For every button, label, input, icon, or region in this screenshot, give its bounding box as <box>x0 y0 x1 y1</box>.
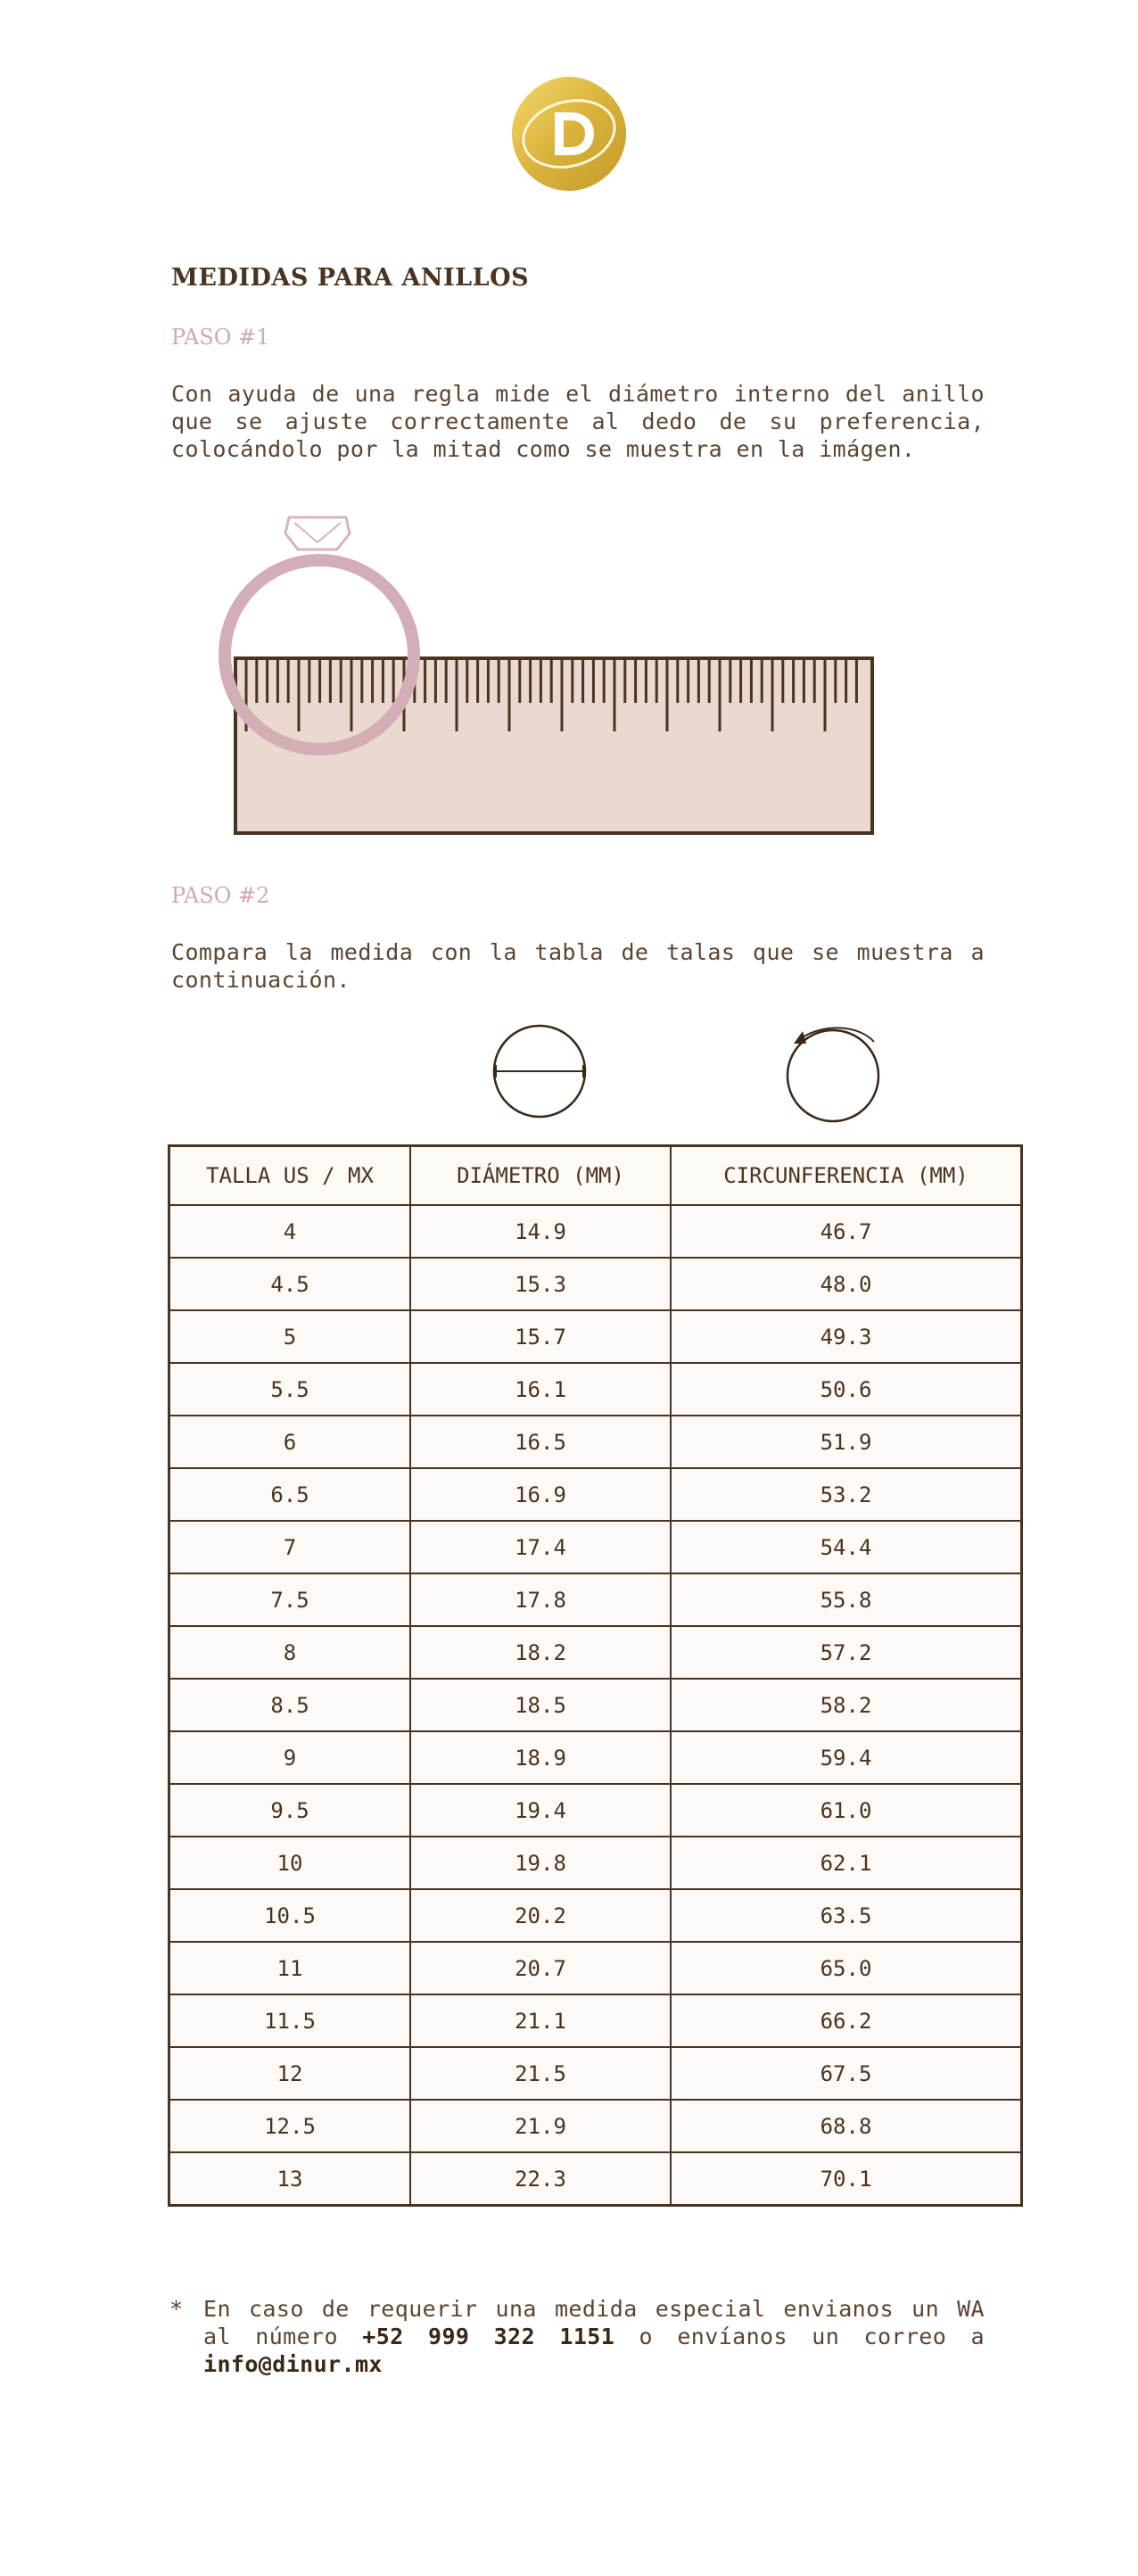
circumference-cell: 57.2 <box>671 1626 1022 1679</box>
circumference-cell: 62.1 <box>671 1837 1022 1889</box>
diameter-cell: 16.5 <box>410 1416 671 1468</box>
table-row <box>169 1942 1022 1994</box>
table-row <box>169 1784 1022 1837</box>
step1-text: Con ayuda de una regla mide el diámetro interno del anillo que se ajuste correctamente al dedo de su preferencia, colocándolo por la mitad como se muestra en la imágen. <box>171 381 985 462</box>
circumference-cell: 55.8 <box>671 1573 1022 1626</box>
table-row <box>169 1258 1022 1310</box>
size-cell: 7 <box>169 1521 411 1573</box>
table-row <box>169 1573 1022 1626</box>
diameter-cell: 20.2 <box>410 1889 671 1942</box>
size-cell: 10 <box>169 1837 411 1889</box>
footnote-text-middle: o envíanos un correo a <box>614 2324 985 2349</box>
size-cell: 12.5 <box>169 2100 411 2152</box>
circumference-cell: 53.2 <box>671 1468 1022 1521</box>
size-cell: 11.5 <box>169 1994 411 2047</box>
email-link[interactable]: info@dinur.mx <box>203 2351 383 2377</box>
circumference-cell: 54.4 <box>671 1521 1022 1573</box>
size-cell: 7.5 <box>169 1573 411 1626</box>
gold-d-logo-icon <box>508 73 630 194</box>
table-row <box>169 1521 1022 1573</box>
size-cell: 5 <box>169 1310 411 1363</box>
footnote-marker: * <box>169 2296 184 2322</box>
diameter-cell: 18.5 <box>410 1679 671 1731</box>
circumference-cell: 70.1 <box>671 2152 1022 2206</box>
circumference-cell: 46.7 <box>671 1205 1022 1258</box>
circumference-cell: 58.2 <box>671 1679 1022 1731</box>
diameter-cell: 21.9 <box>410 2100 671 2152</box>
phone-number[interactable]: +52 999 322 1151 <box>362 2324 615 2349</box>
table-row <box>169 1363 1022 1416</box>
circumference-cell: 63.5 <box>671 1889 1022 1942</box>
diameter-cell: 18.2 <box>410 1626 671 1679</box>
table-row <box>169 1626 1022 1679</box>
circumference-cell: 66.2 <box>671 1994 1022 2047</box>
circumference-cell: 50.6 <box>671 1363 1022 1416</box>
table-row <box>169 2047 1022 2100</box>
size-cell: 8.5 <box>169 1679 411 1731</box>
size-cell: 4.5 <box>169 1258 411 1310</box>
header-circumference: CIRCUNFERENCIA (MM) <box>671 1146 1022 1206</box>
diameter-cell: 15.7 <box>410 1310 671 1363</box>
step2-label: PASO #2 <box>171 883 270 908</box>
footnote <box>169 2295 985 2378</box>
size-cell: 6.5 <box>169 1468 411 1521</box>
table-row <box>169 2100 1022 2152</box>
size-cell: 13 <box>169 2152 411 2206</box>
circumference-cell: 65.0 <box>671 1942 1022 1994</box>
size-cell: 11 <box>169 1942 411 1994</box>
diameter-cell: 16.9 <box>410 1468 671 1521</box>
circumference-cell: 67.5 <box>671 2047 1022 2100</box>
circumference-cell: 59.4 <box>671 1731 1022 1784</box>
table-row <box>169 1679 1022 1731</box>
size-cell: 12 <box>169 2047 411 2100</box>
size-cell: 10.5 <box>169 1889 411 1942</box>
footnote-text <box>203 2295 985 2378</box>
diameter-cell: 17.8 <box>410 1573 671 1626</box>
diameter-icon <box>491 1022 589 1120</box>
circumference-icon <box>781 1022 881 1124</box>
table-row <box>169 1468 1022 1521</box>
diameter-cell: 21.5 <box>410 2047 671 2100</box>
circumference-cell: 61.0 <box>671 1784 1022 1837</box>
diameter-cell: 20.7 <box>410 1942 671 1994</box>
diameter-cell: 14.9 <box>410 1205 671 1258</box>
circumference-cell: 49.3 <box>671 1310 1022 1363</box>
step1-label: PASO #1 <box>171 325 270 350</box>
table-row <box>169 1205 1022 1258</box>
footnote-text-before: En caso de requerir una medida especial envianos un WA al número <box>203 2296 985 2349</box>
diameter-cell: 21.1 <box>410 1994 671 2047</box>
circumference-cell: 48.0 <box>671 1258 1022 1310</box>
table-row <box>169 2152 1022 2206</box>
size-cell: 8 <box>169 1626 411 1679</box>
diameter-cell: 22.3 <box>410 2152 671 2206</box>
table-row <box>169 1310 1022 1363</box>
table-row <box>169 1731 1022 1784</box>
size-cell: 4 <box>169 1205 411 1258</box>
table-row <box>169 1994 1022 2047</box>
circumference-cell: 51.9 <box>671 1416 1022 1468</box>
size-cell: 5.5 <box>169 1363 411 1416</box>
diameter-cell: 16.1 <box>410 1363 671 1416</box>
circumference-cell: 68.8 <box>671 2100 1022 2152</box>
ruler-with-ring-illustration <box>214 507 883 846</box>
table-row <box>169 1837 1022 1889</box>
page-title: MEDIDAS PARA ANILLOS <box>171 264 530 292</box>
diameter-cell: 15.3 <box>410 1258 671 1310</box>
size-cell: 6 <box>169 1416 411 1468</box>
table-row <box>169 1889 1022 1942</box>
diameter-cell: 18.9 <box>410 1731 671 1784</box>
diameter-cell: 17.4 <box>410 1521 671 1573</box>
diameter-cell: 19.8 <box>410 1837 671 1889</box>
ring-size-table <box>168 1144 1023 2207</box>
size-cell: 9 <box>169 1731 411 1784</box>
step2-text: Compara la medida con la tabla de talas que se muestra a continuación. <box>171 939 985 993</box>
table-header-row <box>169 1146 1022 1206</box>
diameter-cell: 19.4 <box>410 1784 671 1837</box>
table-row <box>169 1416 1022 1468</box>
header-diameter: DIÁMETRO (MM) <box>410 1146 671 1206</box>
size-cell: 9.5 <box>169 1784 411 1837</box>
header-size: TALLA US / MX <box>169 1146 411 1206</box>
